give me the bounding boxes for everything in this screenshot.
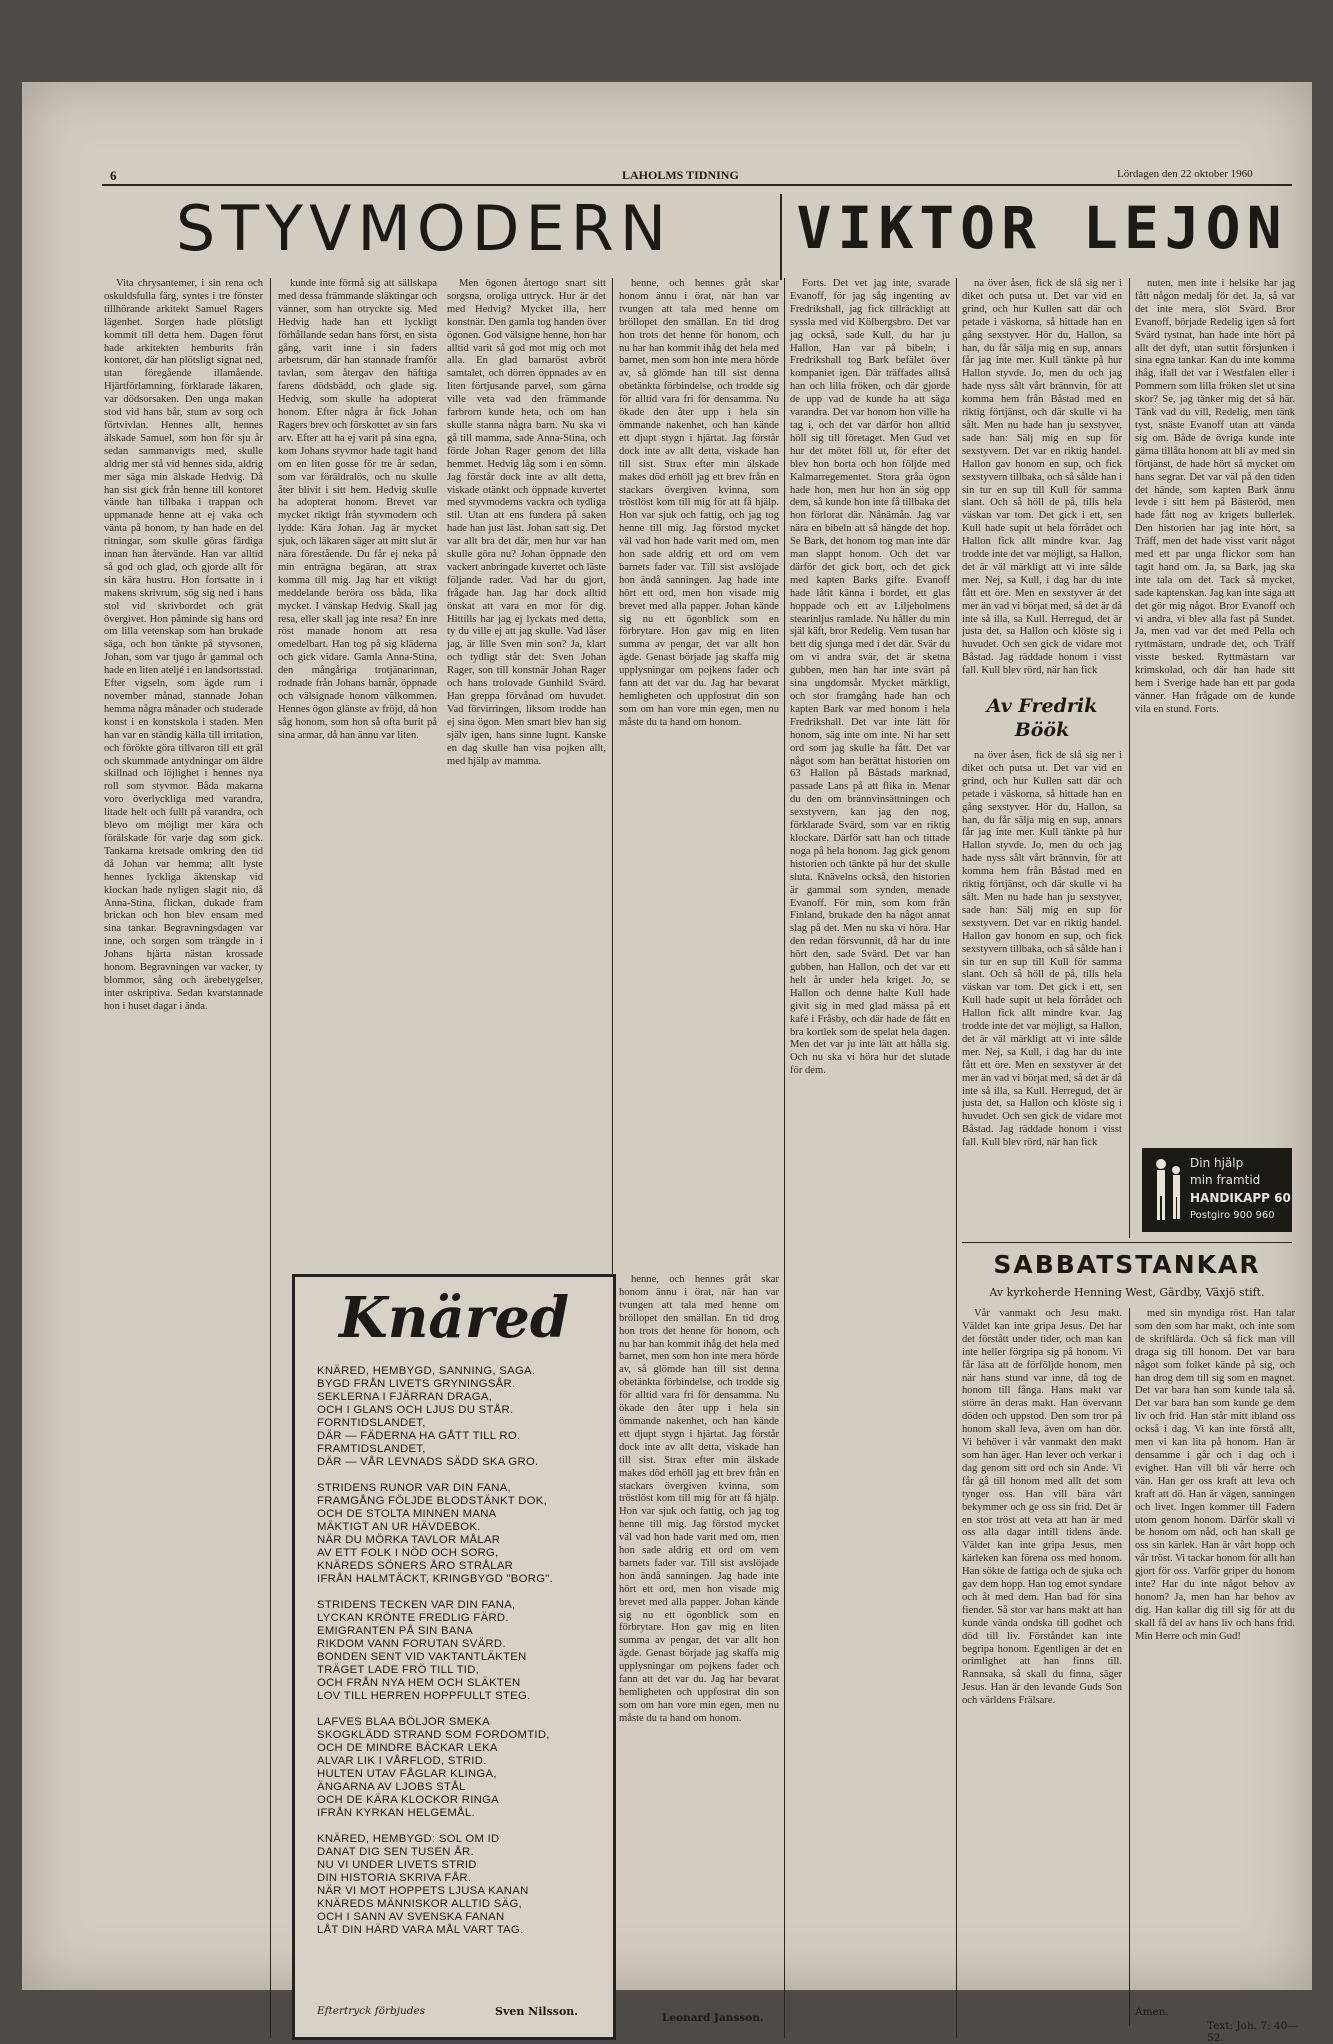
- ad-line-3: HANDIKAPP 60: [1190, 1191, 1291, 1205]
- poem-line: FRAMGÅNG FÖLJDE BLODSTÄNKT DOK,: [317, 1495, 548, 1507]
- poem-line: OCH FRÅN NYA HEM OCH SLÄKTEN: [317, 1677, 521, 1689]
- poem-line: ALVAR LIK I VÅRFLOD, STRID.: [317, 1755, 487, 1767]
- sabbatstankar-title: SABBATSTANKAR: [993, 1250, 1261, 1279]
- styvmodern-column-4-cont: henne, och hennes gråt skar honom ännu i örat, när han var tvungen att tala med henne om bröllopet den smällan. En tid drog hon trots det henne för honom, och nu har han kommit ihåg det hela med barnet, men som hon inte mera hörde av, så glömde han till sist denna obetänkta förbindelse, och trodde sig för alltid vara fri för densamma. Nu ökade den åter upp i hela sin ömmande nakenhet, och han kände ett djupt stygn i hjärtat. Jag förstår dock inte av allt detta, viskade han till sist. Strax efter min älskade makes död erhöll jag ett brev från en stackars övergiven kvinna, som tröstlöst kom till mig för att få hjälp. Hon var sjuk och fattig, och jag tog henne till mig. Jag förstod mycket väl vad hon hade varit med om, men hon sade aldrig ett ord om vem barnets fader var. Till sist avslöjade hon ändå sanningen. Jag hade inte hört ett ord, men hon visade mig brevet med alla papper. Johan kände sig nu ett ögonblick som en förbrytare. Hon gav mig en liten summa av pengar, det var allt hon ägde. Genast började jag skaffa mig upplysningar om pojkens fader och fann att det var du. Jag har bevarat hemligheten och uppfostrat din son som om han vore min egen, men nu måste du ta hand om honom.: [619, 1274, 779, 1724]
- poem-line: DIN HISTORIA SKRIVA FÅR.: [317, 1872, 472, 1884]
- poem-line: AV ETT FOLK I NÖD OCH SORG,: [317, 1547, 499, 1559]
- poem-line: NÄR DU MÖRKA TAVLOR MÅLAR: [317, 1534, 501, 1546]
- poem-line: NÄR VI MOT HOPPETS LJUSA KANAN: [317, 1885, 529, 1897]
- sabbatstankar-column-1: Vår vanmakt och Jesu makt. Väldet kan inte gripa Jesus. Det har det förstått under tider, och man kan inte heller förgripa sig på honom. Vi får läsa att de förföljde honom, men när hans stund var inne, då tog de honom till fånga. Hans makt var större än deras makt. Han övervann döden och uppstod. Den som tror på honom skall leva, även om han dör. Vi behöver i vår vanmakt den makt som han äger. Han lever och verkar i dag genom sitt ord och sin Ande. Vi får gå till honom med allt det som tynger oss. Han vill bära vårt bekymmer och ge oss sin frid. Det är en stor tröst att veta att han är med oss alla dagar intill tidens ände. Väldet kan inte gripa Jesus, men kärleken kan förena oss med honom. Han sökte de fattiga och de sjuka och gav dem hopp. Han tog emot syndare och åt med dem. Han bad för sina fiender. Så stor var hans makt att han kunde vända ondska till godhet och död till liv. Förståndet kan inte begripa honom. Egentligen är det en orimlighet att han finns till. Rannsaka, så skall du finna, säger Jesus. Han är den levande Guds Son och världens Frälsare.: [962, 1308, 1122, 1707]
- poem-line: ÄNGARNA AV LJOBS STÅL: [317, 1781, 466, 1793]
- ad-line-2: min framtid: [1190, 1173, 1261, 1187]
- figures-icon: [1148, 1154, 1188, 1226]
- poem-line: LÅT DIN HÄRD VARA MÅL VART TAG.: [317, 1924, 524, 1936]
- poem-line: DÄR — FÄDERNA HA GÅTT TILL RO.: [317, 1430, 521, 1442]
- styvmodern-column-3: Men ögonen återtogo snart sitt sorgsna, oroliga uttryck. Hur är det med Hedvig? Mycket illa, herr konstnär. Den gamla tog handen över ögonen. God välsigne henne, hon har alltid varit så god mot mig och mot alla. En glad barnaröst avbröt samtalet, och dörren öppnades av en liten förtjusande parvel, som gärna ville veta vad den främmande farbrorn kunde heta, och om han skulle stanna några barn. Nu ska vi gå till mamma, sade Anna-Stina, och förde Johan Rager genom det lilla hemmet. Hedvig låg som i en sömn. Jag förstår dock inte av allt detta, viskade otänkt och öppnade kuvertet med styvmoderns vackra och tydliga stil. Utan att ens fundera på saken hade han just läst. Johan satt sig. Det var allt bra det där, men hur var han skulle göra nu? Johan öppnade den vackert anbringade kuvertet och läste följande rader. Vad har du gjort, frågade han. Jag har dock alltid önskat att vara en mor för dig. Hittills har jag ej lyckats med detta, ty du ville ej att jag skulle. Vad låser jag, är lille Sven min son? Ja, klart och tydligt står det: Sven Johan Rager, son till konstnär Johan Rager och hans trolovade Gunhild Svärd. Han greppa förvånad om huvudet. Vad förvirringen, liksom trodde han ej sina ögon. Men smart blev han sig själv igen, hans sinne lugnt. Kanske en dag skulle han visa pojken allt, med hjälp av mamma.: [447, 278, 606, 767]
- poem-line: NU VI UNDER LIVETS STRID: [317, 1859, 477, 1871]
- viktor-lejon-title: VIKTOR LEJON: [796, 194, 1288, 262]
- poem-line: BONDEN SENT VID VAKTANTLÄKTEN: [317, 1651, 527, 1663]
- poem-line: KNÄREDS MÄNNISKOR ALLTID SÄG,: [317, 1898, 522, 1910]
- poem-line: EMIGRANTEN PÅ SIN BANA: [317, 1625, 473, 1637]
- paper-name: LAHOLMS TIDNING: [622, 168, 739, 182]
- poem-line: OCH DE MINDRE BÄCKAR LEKA: [317, 1742, 498, 1754]
- poem-line: [317, 1703, 602, 1716]
- poem-line: OCH I SANN AV SVENSKA FANAN: [317, 1911, 505, 1923]
- poem-line: KNÄRED, HEMBYGD: SOL OM ID: [317, 1833, 500, 1845]
- poem-line: LOV TILL HERREN HOPPFULLT STEG.: [317, 1690, 531, 1702]
- poem-line: IFRÅN KYRKAN HELGEMÅL.: [317, 1807, 475, 1819]
- viktor-lejon-column-3: nuten, men inte i helsike har jag fått någon medalj för det. Ja, så var det inte mera, slöt Svärd. Bror Evanoff, började Redelig igen så fort Svärd tystnat, han hade inte hört på allt det dyft, utan suttit försjunken i sina egna tankar. Kan du inte komma ihåg, ifall det var i Westfalen eller i Pommern som lilla fröken slet ut sina skor? Se, jag tänker mig det så här. Tänk vad du vill, Redelig, men tänk tyst, snäste Evanoff utan att vända sig om. Både de övriga kunde inte gärna tillåta honom att bli av med sin förtjänst, de hade hört så mycket om hans segrar. Det var väl på den tiden det hände, som kapten Bark ännu levde i sitt hem på Bästeröd, men hade fått nog av krigets bullerlek. Den historien har jag inte hört, sa Träff, men det hade visst varit något med ett par unga flickor som han tagit hand om. Ja, sa Bark, jag ska inte tala om det. Tack så mycket, sade kaptenskan. Jag kan inte säga att det gör mig något. Bror Evanoff och vi andra, vi blev alla fast på Sundet. Ja, men vad var det med Pella och ryttmästarn, undrade det, och Träff visste besked. Ryttmästarn var krimskolad, och där han hade sitt hem i Sverige hade han ett par goda vänner. Han frågade om de kunde vila en stund. Forts.: [1135, 278, 1295, 715]
- poem-line: FORNTIDSLANDET,: [317, 1417, 426, 1429]
- styvmodern-title: STYVMODERN: [175, 192, 673, 265]
- section-rule: [962, 1242, 1292, 1243]
- poem-line: [317, 1586, 602, 1599]
- poem-line: LAFVES BLAA BÖLJOR SMEKA: [317, 1716, 490, 1728]
- styvmodern-column-1: Vita chrysantemer, i sin rena och oskuldsfulla färg, syntes i tre fönster tillhörande arkitekt Samuel Ragers lägenhet. Sorgen hade plötsligt kommit till detta hem. Dagen förut hade arkitekten hemburits från kontoret, där han plötsligt signat ned, utan föregående illamående. Hjärtförlamning, förklarade läkaren, var dödsorsaken. Den unga makan stod vid hans bår, stum av sorg och förtvivlan. Hennes allt, hennes älskade Samuel, som hon för sju år sedan sammanvigts med, skulle aldrig mer stå vid hennes sida, aldrig mer säga min älskade Hedvig. Då han sist gick från henne till kontoret vände han tillbaka i trappan och uppmanade henne att ej vaka och vänta på honom, ty han hade en del ritningar, som skulle göras färdiga innan han återvände. Han var alltid så god och glad, och gjorde allt för sin kära hustru. Hon fortsatte in i makens skrivrum, sög sig ned i hans stol vid skrivbordet och grät övergivet. Hon påminde sig hans ord om lilla vetenskap som han brukade säga, och hon tänkte på styvsonen, Johan, som var tjugo år gammal och hade en liten ateljé i en landsortsstad. Efter vigseln, som ägde rum i november månad, stannade Johan hemma några månader och studerade konst i en konstskola i staden. Men han var en ständig källa till irritation, och förökte göra tillvaron till ett gräl och skummade antydningar om äldre skillnad och löjlighet i hennes nya roll som styvmor. Båda makarna voro överlyckliga med varandra, litade helt och fullt på varandra, och blevo om möjligt mer kära och förälskade för varje dag som gick. Tankarna kretsade omkring den tid då Johan var hemma; allt lyste hennes lyckliga äktenskap vid klockan hade nyligen slagit nio, då Anna-Stina, flickan, dukade fram brickan och hon blev ensam med sina tankar. Begravningsdagen var inne, och sorgen som trängde in i Johans hjärta nästan krossade honom. Begravningen var vacker, ty blommor, sång och ärebetygelser, inter oskriptiva. Sedan kvarstannade hon i huset dagar i ända.: [104, 278, 263, 1012]
- poem-line: SKOGKLÄDD STRAND SOM FORDOMTID,: [317, 1729, 550, 1741]
- poem-line: FRAMTIDSLANDET,: [317, 1443, 426, 1455]
- header-date: Lördagen den 22 oktober 1960: [1117, 168, 1253, 180]
- poem-line: TRÄGET LADE FRÖ TILL TID,: [317, 1664, 480, 1676]
- page-number: 6: [110, 168, 117, 183]
- title-divider: [780, 194, 782, 280]
- column-divider: [956, 278, 957, 2038]
- column-divider: [1129, 278, 1130, 1238]
- viktor-lejon-column-2: na över åsen, fick de slå sig ner i diket och putsa ut. Det var vid en grind, och hur Kullen satt där och petade i väskorna, så hittade han en gång sexstyver. Hör du, Hallon, sa han, du får sälja mig en sup, annars får jag inte mer. Kull tänkte på hur Hallon styvde. Jo, men du och jag hade nyss sålt vårt brännvin, för att komma hem från Båstad med en riktig förtjänst, och där skulle vi ha sålt. Men nu hade han ju sexstyver, sade han: Sälj mig en sup för sexstyvern. Det var en riktig handel. Hallon gav honom en sup, och fick sexstyvern tillbaka, och så sålde han i sin tur en sup till Kull för samma slant. Och så höll de på, tills hela väskan var tom. Det gick i ett, sen Kull hade supit ut hela förrådet och Hallon fick allt mindre kvar. Jag trodde inte det var möjligt, sa Hallon, det är väl märkligt att vi inte sålde mer. Nej, sa Kull, i dag har du inte fått ett öre. Men en sexstyver är det mer än vad vi börjat med, så det är då inte så illa, sa Kull. Herregud, det är justa det, sa Hallon och klöste sig i huvudet. Och sen gick de vidare mot Båstad. Jag räddade honom i visst fall. Kull blev rörd, när han fick: [962, 278, 1122, 677]
- bottom-author: Leonard Jansson.: [662, 2012, 764, 2024]
- sabbatstankar-byline: Av kyrkoherde Henning West, Gärdby, Växjö stift.: [989, 1286, 1265, 1299]
- sabbatstankar-column-2: med sin myndiga röst. Han talar som den som har makt, och inte som de skriftlärda. Och så fick man vill draga sig till honom. Det var bara något som folket kände på sig, och han drog dem till sig som en magnet. Det var bara han som kunde tala så. Det var bara han som kunde ge dem liv och frid. Han står mitt ibland oss också i dag. Vi kan inte förstå allt, men vi kan lita på honom. Han är densamme i går och i dag och i evighet. Han vill bli vår herre och vän. Han ger oss kraft att leva och kraft att dö. Han är vägen, sanningen och livet. Ingen kommer till Fadern utom genom honom. Därför skall vi be honom om nåd, och han skall ge oss sin kärlek. Han är vårt hopp och vår tröst. Vi tackar honom för allt han gjort för oss. Varför griper du honom inte? Har du inte något behov av honom? Ja, men han har behov av dig. Han kallar dig till sig för att du skall få del av hans liv och hans frid. Min Herre och min Gud!: [1135, 1308, 1295, 1642]
- poem-line: DÄR — VÅR LEVNADS SÄDD SKA GRO.: [317, 1456, 539, 1468]
- poem-line: STRIDENS RUNOR VAR DIN FANA,: [317, 1482, 511, 1494]
- poem-line: KNÄREDS SÖNERS ÅRO STRÅLAR: [317, 1560, 514, 1572]
- handikapp-ad: [1142, 1148, 1292, 1232]
- poem-line: DANAT DIG SEN TUSEN ÅR.: [317, 1846, 474, 1858]
- poem-line: [317, 1469, 602, 1482]
- text-reference: Text: Joh. 7: 40—52.: [1207, 2020, 1298, 2044]
- styvmodern-column-4: henne, och hennes gråt skar honom ännu i örat, när han var tvungen att tala med henne om bröllopet den smällan. En tid drog hon trots det henne för honom, och nu har han kommit ihåg det hela med barnet, men som hon inte mera hörde av, så glömde han till sist denna obetänkta förbindelse, och trodde sig för alltid vara fri för densamma. Nu ökade den åter upp i hela sin ömmande nakenhet, och han kände ett djupt stygn i hjärtat. Jag förstår dock inte av allt detta, viskade han till sist. Strax efter min älskade makes död erhöll jag ett brev från en stackars övergiven kvinna, som tröstlöst kom till mig för att få hjälp. Hon var sjuk och fattig, och jag tog henne till mig. Jag förstod mycket väl vad hon hade varit med om, men hon sade aldrig ett ord om vem barnets fader var. Till sist avslöjade hon ändå sanningen. Jag hade inte hört ett ord, men hon visade mig brevet med alla papper. Johan kände sig nu ett ögonblick som en förbrytare. Hon gav mig en liten summa av pengar, det var allt hon ägde. Genast började jag skaffa mig upplysningar om pojkens fader och fann att det var du. Jag har bevarat hemligheten och uppfostrat din son som om han vore min egen, men nu måste du ta hand om honom.: [619, 278, 779, 728]
- poem-line: SEKLERNA I FJÄRRAN DRAGA,: [317, 1391, 493, 1403]
- column-divider: [270, 278, 271, 2038]
- poem-lines: [317, 1365, 602, 1937]
- ad-line-1: Din hjälp: [1190, 1156, 1244, 1170]
- poem-line: OCH DE STOLTA MINNEN MANA: [317, 1508, 497, 1520]
- poem-line: HULTEN UTAV FÅGLAR KLINGA,: [317, 1768, 497, 1780]
- viktor-lejon-column-1: Forts. Det vet jag inte, svarade Evanoff, för jag såg ingenting av Fredrikshall, jag fick tillräckligt att syssla med vid Kölbergsbro. Det var jag också, sade Kull, du har ju Hallon, Han var på bibeln; i Fredrikshall tog Bark befälet över kompaniet igen. Där träffades alltså han och lilla fröken, och där gjorde de upp vad de kunde ha att säga varandra. Det var honom hon ville ha tag i, och det var därför hon alltid höll sig till företaget. Men Gud vet hur det mötet föll ut, för efter det blev hon borta och hon följde med Kalmarregementet. Stora gråa ögon hade hon, men hur hon än sög opp dem, så kunde hon inte få tillbaka det hon förlorat där. Nånämån. Jag var nära en bibeln att så hängde det hop. Se Bark, det honom tog man inte där man slappt honom. Och det var därför det gick bort, och det gick med kapten Barks gifte. Evanoff hade låtit känna i bordet, ett glas hoppade och ett av Liljeholmens stearinljus ramlade. Nu håller du min själ käft, bror Redelig. Vem tusan har bett dig sjunga med i det där. Svär du om vi andra svär, det är sketna gubben, men han har inte svärt på sina ungdomsår. Mycket märkligt, och stor framgång hade han och kapten Bark var med honom i hela Fredrikshall. Det var inte lätt för honom, säg inte om inte. Ni har sett ord som jag skulle ha fått. Det var något som han berättat historien om 63 Hallon på Båstads marknad, passade Lans på att flika in. Menar du den om brännvinsättningen och sexstyvern, kan jag den nog, förklarade Svärd, som var en riktig klockare. Därför satt han och tittade noga på hela honom. Jag gick genom historien och tänkte på hur det skulle sluta. Knävelns också, den historien är gammal som synden, menade Evanoff. För min, som kom från Finland, brukade den ha något annat slag på det. Men nu ska vi höra. Har den redan försvunnit, då har du inte hört den, sade Svärd. Det var han gubben, han Hallon, och det var ett helt år under hela kriget. Jo, se Hallon och denne halte Kull hade givit sig in med glad mässa på ett kafé i Fråsby, och där hade de fått en bra kortlek som de spelat hela dagen. Men det var ju inte lätt att hålla sig. Och nu ska vi höra hur det slutade för dem.: [790, 278, 950, 1077]
- poem-line: BYGD FRÅN LIVETS GRYNINGSÅR.: [317, 1378, 516, 1390]
- knared-poem-box: [292, 1274, 616, 2040]
- poem-author: Sven Nilsson.: [495, 2005, 579, 2018]
- header-rule: [102, 184, 1292, 186]
- amen: Amen.: [1135, 2006, 1169, 2018]
- poem-title: Knäred: [339, 1285, 569, 1351]
- newspaper-page: [22, 82, 1312, 2044]
- viktor-lejon-column-2-cont: na över åsen, fick de slå sig ner i diket och putsa ut. Det var vid en grind, och hur Kullen satt där och petade i väskorna, så hittade han en gång sexstyver. Hör du, Hallon, sa han, du får sälja mig en sup, annars får jag inte mer. Kull tänkte på hur Hallon styvde. Jo, men du och jag hade nyss sålt vårt brännvin, för att komma hem från Båstad med en riktig förtjänst, och där skulle vi ha sålt. Men nu hade han ju sexstyver, sade han: Sälj mig en sup för sexstyvern. Det var en riktig handel. Hallon gav honom en sup, och fick sexstyvern tillbaka, och så sålde han i sin tur en sup till Kull för samma slant. Och så höll de på, tills hela väskan var tom. Det gick i ett, sen Kull hade supit ut hela förrådet och Hallon fick allt mindre kvar. Jag trodde inte det var möjligt, sa Hallon, det är väl märkligt att vi inte sålde mer. Nej, sa Kull, i dag har du inte fått ett öre. Men en sexstyver är det mer än vad vi börjat med, så det är då inte så illa, sa Kull. Herregud, det är justa det, sa Hallon och klöste sig i huvudet. Och sen gick de vidare mot Båstad. Jag räddade honom i visst fall. Kull blev rörd, när han fick: [962, 750, 1122, 1149]
- poem-line: KNÄRED, HEMBYGD, SANNING, SAGA.: [317, 1365, 536, 1377]
- poem-footer: Eftertryck förbjudes: [317, 2005, 426, 2017]
- poem-line: LYCKAN KRÖNTE FREDLIG FÄRD.: [317, 1612, 509, 1624]
- poem-line: [317, 1820, 602, 1833]
- poem-line: OCH DE KÄRA KLOCKOR RINGA: [317, 1794, 500, 1806]
- column-divider: [784, 278, 785, 2038]
- column-divider: [1129, 1308, 1130, 2026]
- ad-line-4: Postgiro 900 960: [1190, 1210, 1275, 1221]
- poem-line: IFRÅN HALMTÄCKT, KRINGBYGD "BORG".: [317, 1573, 554, 1585]
- viktor-lejon-author: Av Fredrik Böök: [986, 695, 1098, 741]
- poem-line: STRIDENS TECKEN VAR DIN FANA,: [317, 1599, 516, 1611]
- poem-line: RIKDOM VANN FORUTAN SVÄRD.: [317, 1638, 506, 1650]
- styvmodern-column-2: kunde inte förmå sig att sällskapa med dessa främmande släktingar och vänner, som han otryckte sig. Med Hedvig hade han ett lyckligt förhållande sedan hans först, en sista gång, varit inne i sin faders arbetsrum, där han stannade framför tavlan, som återgav den häftiga farens dödsbädd, och glade sig. Hedvig, som skulle ha adopterat honom. Efter några år fick Johan Ragers brev och förskottet av sin fars arv. Efter att ha ej varit på sina egna, kom Johans styvmor hade tagit hand om en liten gosse för tre år sedan, som var föräldralös, och nu skulle åter blivit i sitt hem. Hedvig skulle ha adopterat honom. Brevet var mycket riktigt från styvmodern och lydde: Kära Johan. Jag är mycket sjuk, och läkaren säger att mitt slut är nära förestående. Du får ej neka på min enträgna begäran, att strax komma till mig. Jag har ett viktigt meddelande beröra oss båda, lika mycket. I vänskap Hedvig. Skall jag resa, eller skall jag inte resa? En inre röst manade honom att resa omedelbart. Han tog på sig kläderna och gick vidare. Gamla Anna-Stina, den mångåriga trotjänarinnan, rodnade från Johans barnår, öppnade och välsignade honom välkommen. Hennes ögon glänste av fröjd, då hon såg honom, som hon så ofta burit på sina armar, då han ännu var liten.: [278, 278, 437, 741]
- poem-line: OCH I GLANS OCH LJUS DU STÅR.: [317, 1404, 514, 1416]
- poem-line: MÄKTIGT AN UR HÄVDEBOK.: [317, 1521, 481, 1533]
